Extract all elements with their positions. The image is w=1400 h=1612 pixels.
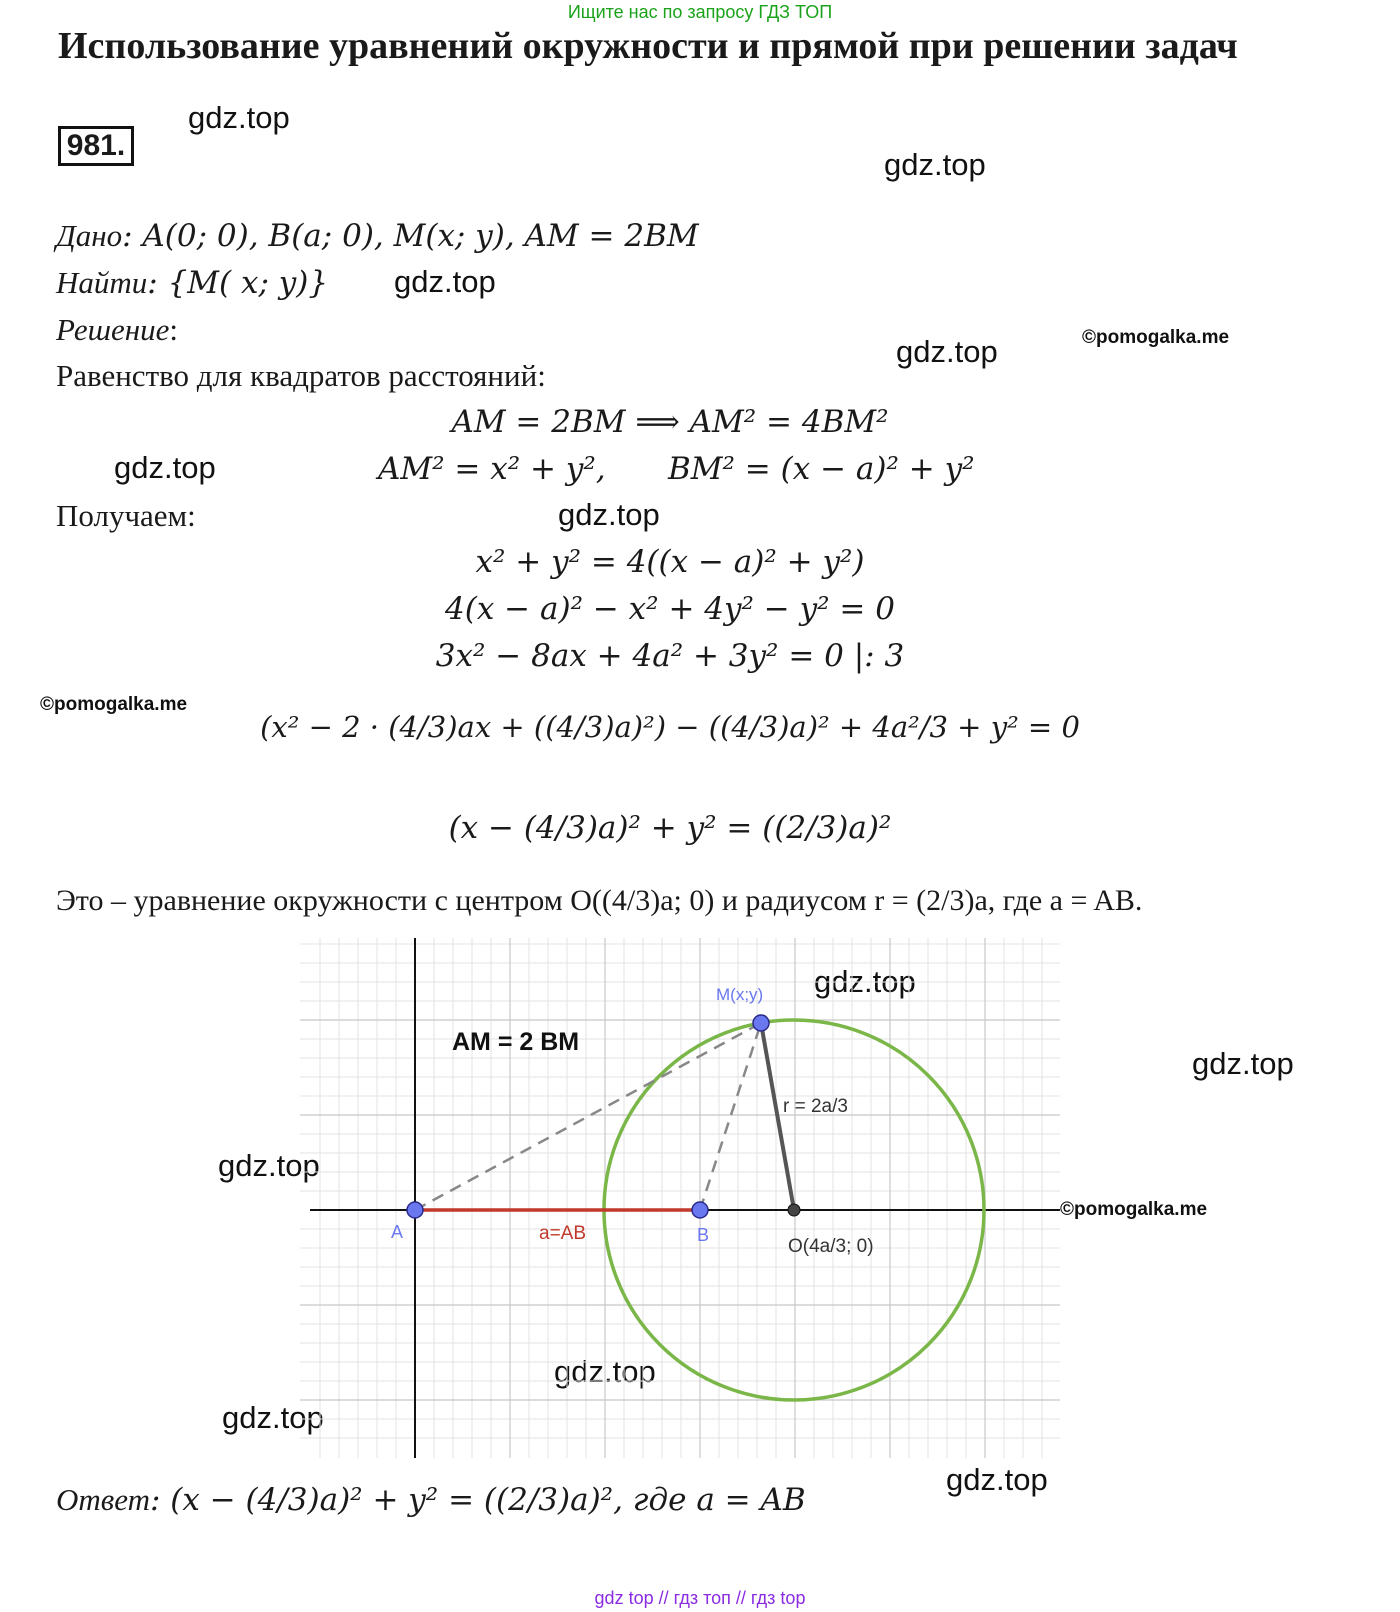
equation-1: AM = 2BM ⟹ AM² = 4BM² — [451, 404, 889, 440]
segment-bm — [700, 1023, 761, 1210]
conclusion-line: Это – уравнение окружности с центром O((4/3)a; 0) и радиусом r = (2/3)a, где a = AB. — [56, 884, 1143, 917]
given-line — [56, 218, 699, 254]
point-o — [788, 1204, 800, 1216]
label-ab: a=AB — [539, 1223, 587, 1244]
footer-note: gdz top // гдз топ // гдз top — [594, 1588, 806, 1608]
watermark: gdz.top — [114, 450, 216, 485]
equation-3: x² + y² = 4((x − a)² + y²) — [475, 544, 865, 580]
label-a: A — [391, 1222, 404, 1242]
point-m — [753, 1015, 769, 1031]
watermark: gdz.top — [558, 497, 660, 532]
watermark: gdz.top — [554, 1354, 656, 1389]
answer-label: Ответ — [56, 1482, 150, 1517]
point-b — [692, 1202, 708, 1218]
header-search-note: Ищите нас по запросу ГДЗ ТОП — [567, 2, 833, 22]
equation-2a: AM² = x² + y², — [378, 451, 606, 487]
equation-2b: BM² = (x − a)² + y² — [668, 451, 975, 487]
page-title: Использование уравнений окружности и прямой при решении задач — [58, 25, 1238, 67]
geometry-figure — [300, 938, 1060, 1458]
answer-line — [56, 1482, 806, 1518]
solution-line — [56, 312, 178, 348]
watermark: gdz.top — [884, 147, 986, 182]
watermark: gdz.top — [814, 964, 916, 999]
equation-6: (x² − 2 · (4/3)ax + ((4/3)a)²) − ((4/3)a)² + 4a²/3 + y² = 0 — [260, 710, 1080, 744]
watermark: gdz.top — [946, 1462, 1048, 1497]
watermark: gdz.top — [394, 264, 496, 299]
label-radius: r = 2a/3 — [783, 1096, 848, 1117]
answer-text: : (x − (4/3)a)² + y² = ((2/3)a)², где a = AB — [149, 1482, 806, 1518]
watermark: gdz.top — [222, 1400, 324, 1435]
label-o: O(4a/3; 0) — [788, 1236, 874, 1257]
get-label: Получаем: — [56, 498, 196, 533]
equation-4: 4(x − a)² − x² + 4y² − y² = 0 — [445, 591, 895, 627]
find-line — [56, 265, 328, 301]
watermark: gdz.top — [896, 334, 998, 369]
copyright-mark: ©pomogalka.me — [1060, 1199, 1208, 1220]
copyright-mark: ©pomogalka.me — [1082, 327, 1230, 348]
label-m: M(x;y) — [716, 985, 764, 1004]
find-text: : {M( x; y)} — [147, 265, 329, 301]
solution-label: Решение — [56, 312, 170, 347]
given-text: : A(0; 0), B(a; 0), M(x; y), AM = 2BM — [122, 218, 699, 254]
copyright-mark: ©pomogalka.me — [40, 694, 188, 715]
point-a — [407, 1202, 423, 1218]
solution-colon: : — [169, 312, 178, 347]
equality-intro: Равенство для квадратов расстояний: — [56, 358, 546, 393]
watermark: gdz.top — [1192, 1046, 1294, 1081]
watermark: gdz.top — [188, 100, 290, 135]
given-label: Дано — [56, 218, 123, 253]
label-b: B — [697, 1225, 710, 1245]
equation-5: 3x² − 8ax + 4a² + 3y² = 0 |: 3 — [435, 638, 905, 674]
find-label: Найти — [56, 265, 148, 300]
label-am-2bm: AM = 2 BM — [452, 1028, 580, 1056]
equation-7: (x − (4/3)a)² + y² = ((2/3)a)² — [448, 810, 892, 846]
task-number-badge: 981. — [58, 126, 134, 166]
watermark: gdz.top — [218, 1148, 320, 1183]
